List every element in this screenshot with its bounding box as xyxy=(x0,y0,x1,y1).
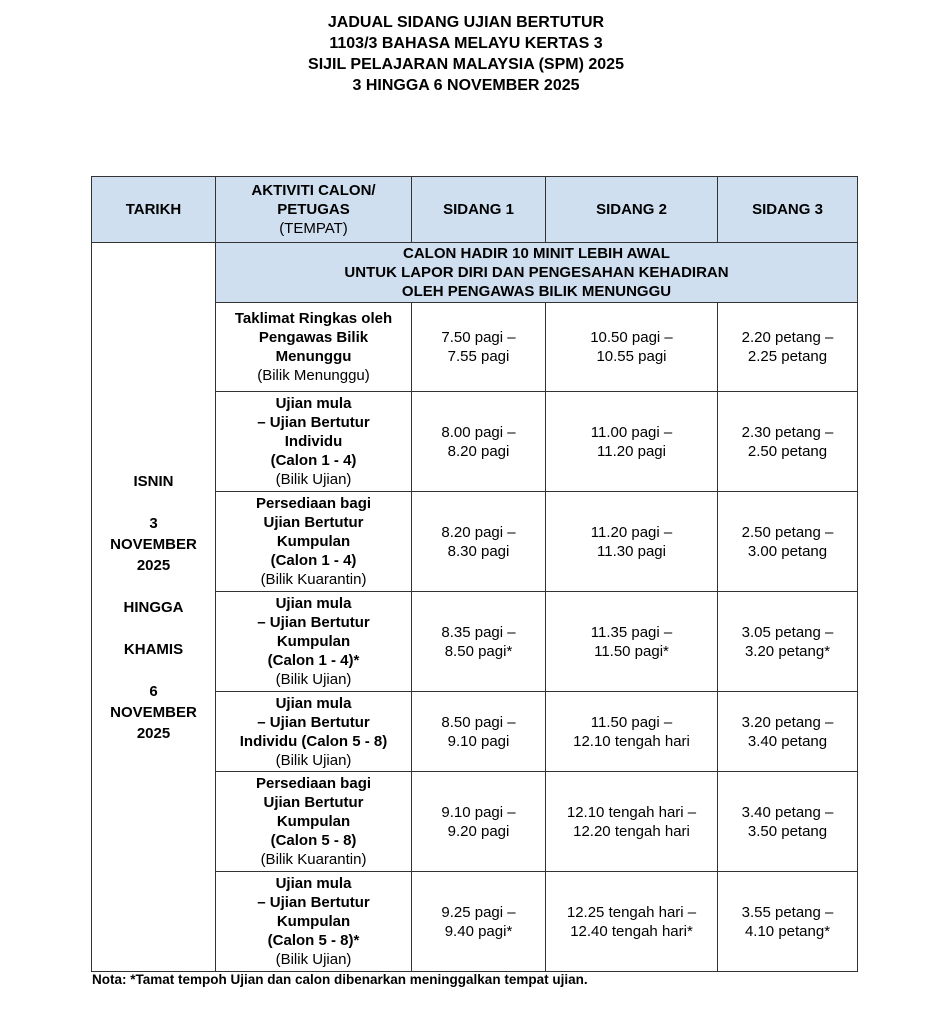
time-line: 10.55 pagi xyxy=(596,348,667,365)
time-line: 3.05 petang – xyxy=(741,623,834,641)
activity-line: Kumpulan xyxy=(276,633,351,650)
activity-line: Ujian Bertutur xyxy=(263,514,364,531)
date-to: HINGGA xyxy=(123,598,184,616)
time-line: 2.30 petang – xyxy=(741,423,834,441)
activity-line: (Calon 5 - 8)* xyxy=(267,932,360,949)
footnote: Nota: *Tamat tempoh Ujian dan calon dibenarkan meninggalkan tempat ujian. xyxy=(92,972,588,987)
time-line: 3.50 petang xyxy=(747,822,828,840)
activity-line: – Ujian Bertutur xyxy=(257,894,370,911)
time-line: 8.35 pagi – xyxy=(441,623,516,641)
time-line: 2.20 petang – xyxy=(741,329,834,346)
time-line: 9.25 pagi – xyxy=(441,903,516,921)
time-line: 8.50 pagi* xyxy=(444,642,513,660)
activity-line: Ujian Bertutur xyxy=(263,794,364,811)
banner-row xyxy=(92,243,858,303)
date-end-month: NOVEMBER xyxy=(110,703,197,721)
header-sidang-1: SIDANG 1 xyxy=(412,177,546,243)
time-line: 3.40 petang – xyxy=(741,803,834,821)
banner-line-2: UNTUK LAPOR DIRI DAN PENGESAHAN KEHADIRAN xyxy=(344,264,729,281)
activity-line: Menunggu xyxy=(275,348,352,365)
activity-line: (Calon 1 - 4)* xyxy=(267,652,360,669)
time-line: 7.55 pagi xyxy=(447,348,510,365)
activity-line: Individu xyxy=(284,433,343,450)
activity-cell xyxy=(216,692,412,772)
time-line: 10.50 pagi – xyxy=(590,329,673,346)
sidang-3-time xyxy=(718,772,858,872)
activity-line: Ujian mula xyxy=(275,694,352,712)
sidang-2-time xyxy=(546,692,718,772)
time-line: 3.00 petang xyxy=(747,542,828,560)
date-cell xyxy=(92,243,216,972)
date-start-month: NOVEMBER xyxy=(110,535,197,553)
sidang-2-time xyxy=(546,392,718,492)
activity-cell xyxy=(216,303,412,392)
activity-line: Taklimat Ringkas oleh xyxy=(234,310,393,327)
sidang-2-time xyxy=(546,872,718,972)
title-line-1: JADUAL SIDANG UJIAN BERTUTUR xyxy=(327,14,605,31)
activity-location: (Bilik Ujian) xyxy=(275,471,352,488)
sidang-2-time xyxy=(546,303,718,392)
activity-cell xyxy=(216,492,412,592)
time-line: 12.10 tengah hari – xyxy=(566,803,697,821)
activity-location: (Bilik Kuarantin) xyxy=(260,571,367,588)
activity-cell xyxy=(216,772,412,872)
header-aktiviti xyxy=(216,177,412,243)
time-line: 2.50 petang xyxy=(747,442,828,460)
activity-location: (Bilik Ujian) xyxy=(275,671,352,688)
time-line: 12.40 tengah hari* xyxy=(570,922,693,940)
time-line: 3.20 petang* xyxy=(744,642,831,660)
time-line: 11.20 pagi xyxy=(597,442,666,460)
sidang-3-time xyxy=(718,492,858,592)
schedule-table xyxy=(91,176,858,972)
activity-line: Ujian mula xyxy=(275,875,352,892)
time-line: 12.25 tengah hari – xyxy=(566,903,697,921)
time-line: 11.35 pagi – xyxy=(590,623,673,641)
time-line: 11.00 pagi – xyxy=(590,423,673,441)
time-line: 8.30 pagi xyxy=(447,542,510,560)
activity-line: Kumpulan xyxy=(276,813,351,830)
time-line: 9.10 pagi xyxy=(447,732,510,750)
activity-line: – Ujian Bertutur xyxy=(257,713,370,731)
activity-line: Individu (Calon 5 - 8) xyxy=(239,732,388,750)
time-line: 2.50 petang – xyxy=(741,523,834,541)
sidang-3-time xyxy=(718,692,858,772)
title-line-3: SIJIL PELAJARAN MALAYSIA (SPM) 2025 xyxy=(308,56,624,73)
activity-line: (Calon 5 - 8) xyxy=(270,832,357,849)
activity-line: (Calon 1 - 4) xyxy=(270,452,357,469)
title-line-2: 1103/3 BAHASA MELAYU KERTAS 3 xyxy=(329,35,603,52)
banner-line-3: OLEH PENGAWAS BILIK MENUNGGU xyxy=(401,283,672,300)
time-line: 3.55 petang – xyxy=(741,903,834,921)
header-aktiviti-line2: PETUGAS xyxy=(277,201,350,218)
time-line: 8.20 pagi xyxy=(447,442,510,460)
time-line: 11.20 pagi – xyxy=(590,523,673,541)
activity-line: Persediaan bagi xyxy=(255,495,372,512)
sidang-2-time xyxy=(546,592,718,692)
date-start-num: 3 xyxy=(149,514,158,532)
time-line: 9.20 pagi xyxy=(447,822,510,840)
activity-line: Kumpulan xyxy=(276,533,351,550)
sidang-3-time xyxy=(718,872,858,972)
activity-line: – Ujian Bertutur xyxy=(257,614,370,631)
header-tarikh: TARIKH xyxy=(92,177,216,243)
activity-line: Pengawas Bilik xyxy=(258,329,369,346)
time-line: 11.50 pagi* xyxy=(594,642,669,660)
time-line: 12.10 tengah hari xyxy=(573,732,690,750)
activity-line: – Ujian Bertutur xyxy=(257,414,370,431)
sidang-1-time xyxy=(412,872,546,972)
date-day-end: KHAMIS xyxy=(123,640,184,658)
time-line: 3.20 petang – xyxy=(741,713,834,731)
sidang-3-time xyxy=(718,592,858,692)
banner-line-1: CALON HADIR 10 MINIT LEBIH AWAL xyxy=(403,245,670,262)
sidang-1-time xyxy=(412,692,546,772)
sidang-1-time xyxy=(412,772,546,872)
time-line: 11.50 pagi – xyxy=(590,713,673,731)
sidang-1-time xyxy=(412,392,546,492)
activity-line: Persediaan bagi xyxy=(255,775,372,792)
activity-cell xyxy=(216,392,412,492)
time-line: 9.10 pagi – xyxy=(441,803,516,821)
time-line: 7.50 pagi – xyxy=(441,329,516,346)
activity-location: (Bilik Ujian) xyxy=(275,751,352,769)
header-aktiviti-line1: AKTIVITI CALON/ xyxy=(251,182,376,199)
sidang-1-time xyxy=(412,492,546,592)
sidang-2-time xyxy=(546,492,718,592)
time-line: 8.20 pagi – xyxy=(441,523,516,541)
time-line: 9.40 pagi* xyxy=(444,922,513,940)
time-line: 2.25 petang xyxy=(747,348,828,365)
time-line: 8.00 pagi – xyxy=(441,423,516,441)
activity-line: Ujian mula xyxy=(275,395,352,412)
title-line-4: 3 HINGGA 6 NOVEMBER 2025 xyxy=(352,77,580,94)
activity-cell xyxy=(216,872,412,972)
activity-location: (Bilik Menunggu) xyxy=(257,367,370,384)
header-sidang-2: SIDANG 2 xyxy=(546,177,718,243)
activity-cell xyxy=(216,592,412,692)
date-end-year: 2025 xyxy=(136,724,171,742)
header-aktiviti-sub: (TEMPAT) xyxy=(279,220,348,237)
activity-location: (Bilik Ujian) xyxy=(275,951,352,968)
time-line: 12.20 tengah hari xyxy=(573,822,690,840)
activity-location: (Bilik Kuarantin) xyxy=(260,851,367,868)
time-line: 4.10 petang* xyxy=(744,922,831,940)
sidang-3-time xyxy=(718,303,858,392)
time-line: 8.50 pagi – xyxy=(441,713,516,731)
date-end-num: 6 xyxy=(149,682,158,700)
activity-line: (Calon 1 - 4) xyxy=(270,552,357,569)
sidang-3-time xyxy=(718,392,858,492)
date-start-year: 2025 xyxy=(136,556,171,574)
document-title xyxy=(0,12,932,96)
header-row xyxy=(92,177,858,243)
activity-line: Ujian mula xyxy=(275,595,352,612)
sidang-2-time xyxy=(546,772,718,872)
sidang-1-time xyxy=(412,592,546,692)
time-line: 3.40 petang xyxy=(747,732,828,750)
header-sidang-3: SIDANG 3 xyxy=(718,177,858,243)
sidang-1-time xyxy=(412,303,546,392)
arrival-banner xyxy=(216,243,858,303)
activity-line: Kumpulan xyxy=(276,913,351,930)
date-day-start: ISNIN xyxy=(133,472,174,490)
time-line: 11.30 pagi xyxy=(597,542,666,560)
